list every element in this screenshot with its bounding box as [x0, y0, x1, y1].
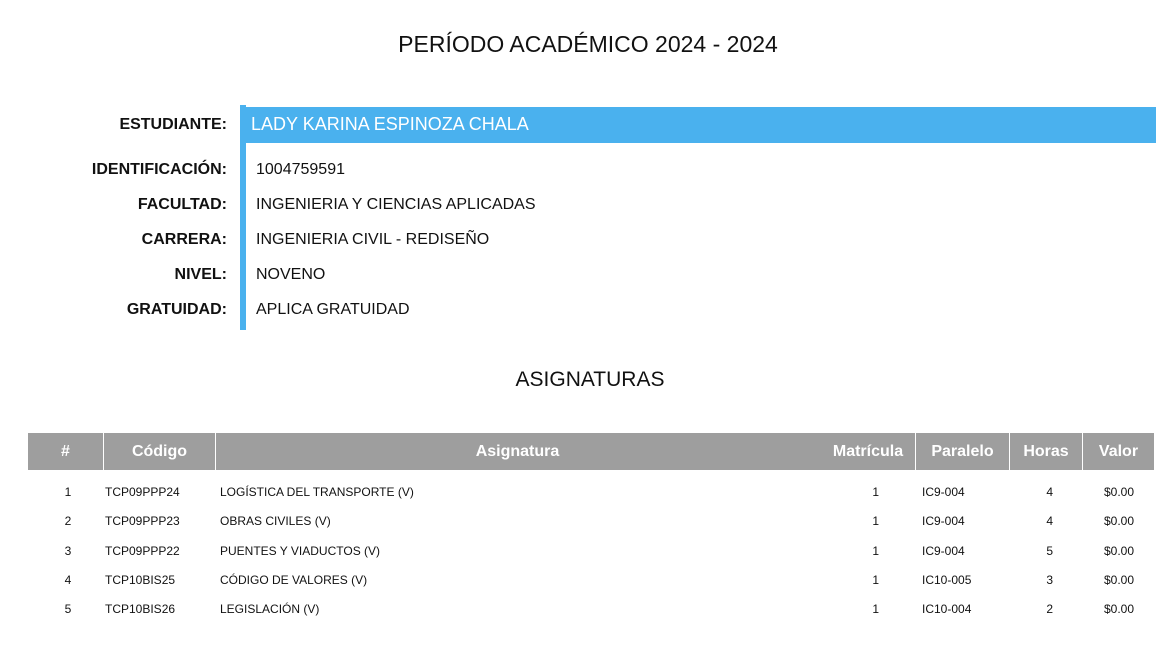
student-id-label: IDENTIFICACIÓN:	[91, 161, 227, 178]
cell-num: 2	[64, 514, 72, 529]
table-row	[28, 566, 1154, 595]
cell-hours: 4	[1046, 514, 1053, 529]
student-info	[0, 105, 1166, 330]
level-row	[0, 260, 1156, 290]
cell-hours: 3	[1046, 572, 1053, 587]
cell-section: IC9-004	[922, 543, 965, 558]
cell-section: IC10-005	[922, 572, 972, 587]
cell-value: $0.00	[1103, 602, 1134, 617]
cell-value: $0.00	[1103, 572, 1134, 587]
career-label: CARRERA:	[141, 231, 227, 248]
cell-value: $0.00	[1103, 514, 1134, 529]
faculty-value: INGENIERIA Y CIENCIAS APLICADAS	[256, 196, 536, 213]
cell-num: 4	[64, 572, 72, 587]
student-name-label: ESTUDIANTE:	[119, 116, 227, 133]
cell-enrollment: 1	[872, 572, 879, 587]
cell-hours: 4	[1046, 485, 1053, 499]
cell-code: TCP10BIS26	[105, 602, 176, 617]
subjects-table-header	[28, 433, 1154, 470]
cell-subject: OBRAS CIVILES (V)	[220, 514, 331, 529]
cell-code: TCP09PPP24	[105, 485, 180, 499]
header-hours: Horas	[1023, 443, 1069, 460]
header-num: #	[61, 443, 70, 460]
cell-section: IC9-004	[922, 485, 965, 499]
cell-subject: PUENTES Y VIADUCTOS (V)	[220, 543, 381, 558]
faculty-row	[0, 190, 1156, 220]
page-title: PERÍODO ACADÉMICO 2024 - 2024	[398, 31, 778, 57]
gratuity-row	[0, 295, 1156, 325]
cell-enrollment: 1	[872, 602, 879, 617]
cell-subject: LOGÍSTICA DEL TRANSPORTE (V)	[220, 485, 414, 499]
cell-enrollment: 1	[872, 485, 879, 499]
student-id: 1004759591	[256, 161, 345, 178]
cell-section: IC10-004	[922, 602, 972, 617]
student-name: LADY KARINA ESPINOZA CHALA	[251, 114, 529, 134]
student-id-row	[0, 155, 1156, 185]
cell-value: $0.00	[1103, 543, 1134, 558]
cell-enrollment: 1	[872, 514, 879, 529]
cell-num: 3	[64, 543, 72, 558]
gratuity-label: GRATUIDAD:	[126, 301, 227, 318]
cell-value: $0.00	[1103, 485, 1134, 499]
career-row	[0, 225, 1156, 255]
header-enrollment: Matrícula	[832, 443, 904, 460]
cell-enrollment: 1	[872, 543, 879, 558]
table-row	[28, 595, 1154, 624]
header-section: Paralelo	[931, 443, 994, 460]
career-value: INGENIERIA CIVIL - REDISEÑO	[256, 231, 490, 248]
subjects-title: ASIGNATURAS	[515, 368, 665, 391]
table-row	[28, 537, 1154, 566]
cell-subject: LEGISLACIÓN (V)	[220, 602, 320, 617]
cell-hours: 5	[1046, 543, 1053, 558]
cell-num: 1	[64, 485, 72, 499]
cell-section: IC9-004	[922, 514, 965, 529]
header-value: Valor	[1098, 443, 1139, 460]
gratuity-value: APLICA GRATUIDAD	[256, 301, 410, 318]
header-subject: Asignatura	[475, 443, 560, 460]
student-name-row	[0, 105, 1156, 135]
cell-num: 5	[64, 602, 72, 617]
cell-code: TCP10BIS25	[105, 572, 176, 587]
table-row	[28, 478, 1154, 507]
cell-hours: 2	[1046, 602, 1053, 617]
header-code: Código	[131, 443, 188, 460]
level-value: NOVENO	[256, 266, 326, 283]
faculty-label: FACULTAD:	[137, 196, 227, 213]
table-row	[28, 507, 1154, 536]
cell-subject: CÓDIGO DE VALORES (V)	[220, 572, 368, 587]
level-label: NIVEL:	[174, 266, 227, 283]
cell-code: TCP09PPP22	[105, 543, 180, 558]
cell-code: TCP09PPP23	[105, 514, 180, 529]
